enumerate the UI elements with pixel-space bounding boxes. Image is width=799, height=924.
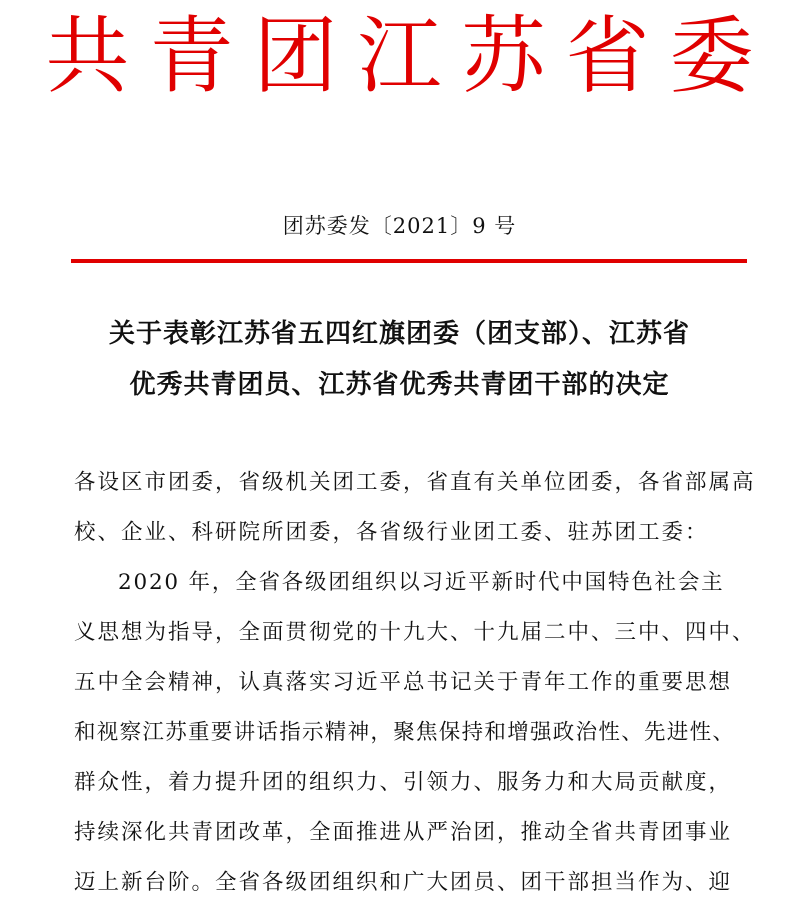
body-line: 和视察江苏重要讲话指示精神，聚焦保持和增强政治性、先进性、 [74, 720, 736, 745]
body-line: 持续深化共青团改革，全面推进从严治团，推动全省共青团事业 [74, 820, 733, 845]
red-divider-line [71, 259, 747, 263]
document-title-line-2: 优秀共青团员、江苏省优秀共青团干部的决定 [129, 370, 670, 400]
organization-header: 共青团江苏省委 [45, 7, 774, 105]
body-line: 各设区市团委，省级机关团工委，省直有关单位团委，各省部属高 [74, 470, 756, 495]
body-line: 五中全会精神，认真落实习近平总书记关于青年工作的重要思想 [74, 670, 733, 695]
body-line: 校、企业、科研院所团委，各省级行业团工委、驻苏团工委： [74, 520, 709, 545]
document-number: 团苏委发〔2021〕9 号 [282, 214, 517, 238]
document-title-line-1: 关于表彰江苏省五四红旗团委（团支部）、江苏省 [108, 319, 690, 349]
body-paragraph-start: 2020 年，全省各级团组织以习近平新时代中国特色社会主 [118, 570, 725, 595]
body-line: 群众性，着力提升团的组织力、引领力、服务力和大局贡献度， [74, 770, 733, 795]
body-line: 迈上新台阶。全省各级团组织和广大团员、团干部担当作为、迎 [74, 870, 733, 895]
body-line: 义思想为指导，全面贯彻党的十九大、十九届二中、三中、四中、 [74, 620, 756, 645]
